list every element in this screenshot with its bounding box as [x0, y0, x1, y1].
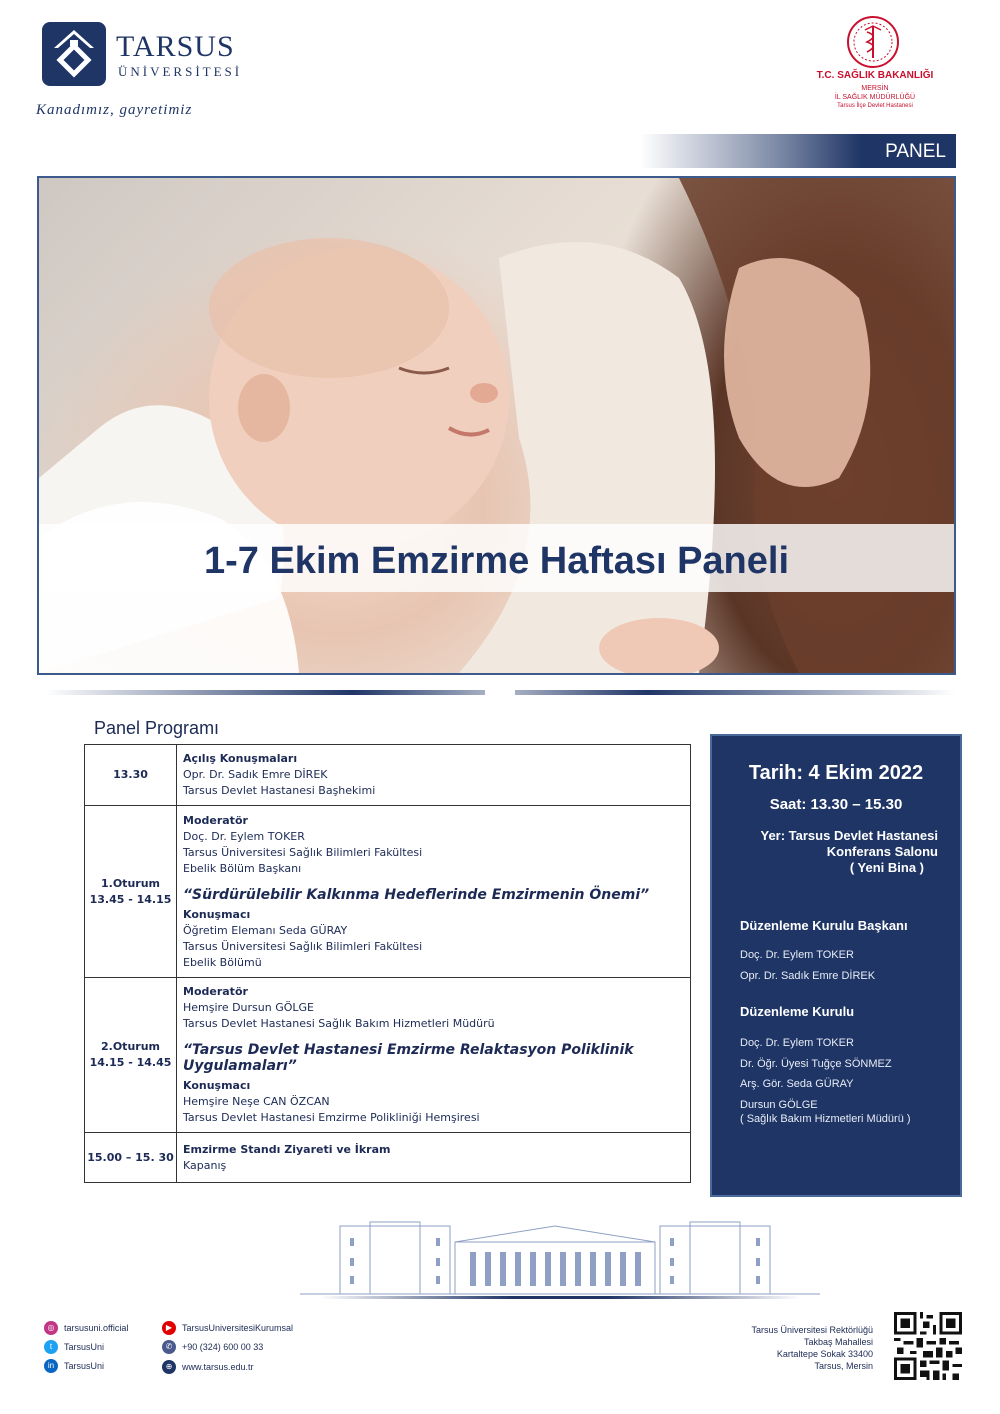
phone-number: +90 (324) 600 00 33	[182, 1342, 264, 1352]
university-subname: ÜNİVERSİTESİ	[118, 64, 243, 79]
panel-label: PANEL	[885, 141, 946, 162]
session-line: Tarsus Üniversitesi Sağlık Bilimleri Fakültesi	[183, 845, 423, 859]
qr-code-icon[interactable]	[894, 1312, 962, 1380]
address-line: Kartaltepe Sokak 33400	[776, 1349, 873, 1359]
session-line: Öğretim Elemanı Seda GÜRAY	[183, 923, 348, 937]
instagram-icon: ◎	[44, 1321, 58, 1335]
ministry-logo	[800, 14, 950, 114]
session-content	[177, 745, 691, 806]
tarsus-university-logo	[36, 22, 260, 122]
committee-member: Dursun GÖLGE	[740, 1099, 818, 1111]
address-line: Tarsus Üniversitesi Rektörlüğü	[751, 1325, 873, 1335]
linkedin-handle: TarsusUni	[64, 1361, 105, 1371]
event-date: Tarih: 4 Ekim 2022	[748, 762, 924, 784]
session-line: Moderatör	[183, 985, 248, 998]
session-line: Ebelik Bölümü	[183, 955, 262, 969]
session-line: Opr. Dr. Sadık Emre DİREK	[183, 768, 328, 781]
session-line: Konuşmacı	[183, 1079, 251, 1092]
committee-member: Dr. Öğr. Üyesi Tuğçe SÖNMEZ	[740, 1058, 892, 1070]
event-place	[760, 828, 938, 876]
address-line: Tarsus, Mersin	[814, 1361, 873, 1371]
session-time: 2.Oturum 14.15 - 14.45	[85, 978, 177, 1133]
separator-left	[45, 690, 485, 695]
twitter-icon: t	[44, 1340, 58, 1354]
session-line: Tarsus Devlet Hastanesi Emzirme Polikliniği Hemşiresi	[183, 1111, 480, 1124]
ministry-name: T.C. SAĞLIK BAKANLIĞI	[816, 70, 934, 81]
chair-member: Doç. Dr. Eylem TOKER	[740, 949, 854, 961]
session-line: Moderatör	[183, 813, 248, 827]
program-table	[84, 744, 691, 1183]
website-link[interactable]	[162, 1360, 254, 1374]
address-line: Takbaş Mahallesi	[803, 1337, 873, 1347]
committee-member: Arş. Gör. Seda GÜRAY	[740, 1078, 854, 1090]
youtube-icon: ▶	[162, 1321, 176, 1335]
table-row	[85, 806, 691, 978]
chair-heading: Düzenleme Kurulu Başkanı	[740, 918, 908, 933]
twitter-handle: TarsusUni	[64, 1342, 105, 1352]
baby-and-mother-illustration	[39, 178, 954, 673]
university-name: TARSUS	[116, 30, 235, 63]
ministry-department: İL SAĞLIK MÜDÜRLÜĞÜ	[834, 94, 916, 101]
table-row	[85, 1133, 691, 1183]
event-place-line: Konferans Salonu	[826, 844, 938, 859]
table-row	[85, 745, 691, 806]
session-time: 1.Oturum 13.45 - 14.15	[85, 806, 177, 978]
session-line: Kapanış	[183, 1158, 227, 1172]
session-line: Hemşire Dursun GÖLGE	[183, 1001, 315, 1014]
panel-band	[640, 134, 956, 168]
hero-photo	[37, 176, 956, 675]
session-line: Açılış Konuşmaları	[183, 752, 298, 765]
session-line: Tarsus Devlet Hastanesi Başhekimi	[183, 784, 376, 797]
session-line: Doç. Dr. Eylem TOKER	[183, 829, 305, 843]
event-place-line: Yer: Tarsus Devlet Hastanesi	[760, 828, 938, 843]
event-info-box	[710, 734, 962, 1197]
ministry-hospital: Tarsus İlçe Devlet Hastanesi	[837, 103, 913, 109]
program-heading: Panel Programı	[94, 718, 220, 738]
hero-title-band	[39, 524, 954, 592]
event-title: 1-7 Ekim Emzirme Haftası Paneli	[203, 540, 790, 582]
event-time: Saat: 13.30 – 15.30	[769, 796, 903, 813]
session-line: Konuşmacı	[183, 907, 251, 921]
session-time: 13.30	[85, 745, 177, 806]
session-line: Emzirme Standı Ziyareti ve İkram	[183, 1142, 391, 1156]
university-emblem-icon	[42, 22, 106, 86]
separator-right	[515, 690, 955, 695]
committee-member-note: ( Sağlık Bakım Hizmetleri Müdürü )	[740, 1113, 911, 1125]
instagram-link[interactable]	[44, 1321, 128, 1335]
event-place-line: ( Yeni Bina )	[849, 860, 924, 875]
instagram-handle: tarsusuni.official	[64, 1323, 129, 1333]
university-slogan: Kanadımız, gayretimiz	[36, 102, 193, 118]
globe-icon: ⊕	[162, 1360, 176, 1374]
session-content	[177, 978, 691, 1133]
linkedin-icon: in	[44, 1359, 58, 1373]
youtube-link[interactable]	[162, 1321, 293, 1335]
session-content	[177, 806, 691, 978]
session-content	[177, 1133, 691, 1183]
chair-member: Opr. Dr. Sadık Emre DİREK	[740, 970, 876, 982]
table-row	[85, 978, 691, 1133]
phone-link[interactable]	[162, 1340, 263, 1354]
ministry-city: MERSİN	[861, 85, 889, 92]
session-line: Hemşire Neşe CAN ÖZCAN	[183, 1095, 330, 1108]
twitter-link[interactable]	[44, 1340, 104, 1354]
committee-heading: Düzenleme Kurulu	[740, 1004, 855, 1019]
committee-member: Doç. Dr. Eylem TOKER	[740, 1037, 854, 1049]
session-topic: “Sürdürülebilir Kalkınma Hedeflerinde Emzirmenin Önemi”	[183, 886, 650, 903]
session-line: Tarsus Devlet Hastanesi Sağlık Bakım Hizmetleri Müdürü	[183, 1017, 495, 1030]
campus-building-icon	[300, 1218, 820, 1298]
session-line: Tarsus Üniversitesi Sağlık Bilimleri Fakültesi	[183, 939, 423, 953]
session-line: Ebelik Bölüm Başkanı	[183, 861, 302, 875]
website-url: www.tarsus.edu.tr	[182, 1362, 254, 1372]
youtube-handle: TarsusUniversitesiKurumsal	[182, 1323, 294, 1333]
footer-separator	[320, 1296, 800, 1299]
ministry-seal-icon	[845, 14, 901, 70]
address-block	[751, 1324, 873, 1372]
phone-icon: ✆	[162, 1340, 176, 1354]
session-time: 15.00 – 15. 30	[85, 1133, 177, 1183]
linkedin-link[interactable]	[44, 1359, 104, 1373]
session-topic: “Tarsus Devlet Hastanesi Emzirme Relaktasyon Poliklinik Uygulamaları”	[183, 1042, 634, 1074]
